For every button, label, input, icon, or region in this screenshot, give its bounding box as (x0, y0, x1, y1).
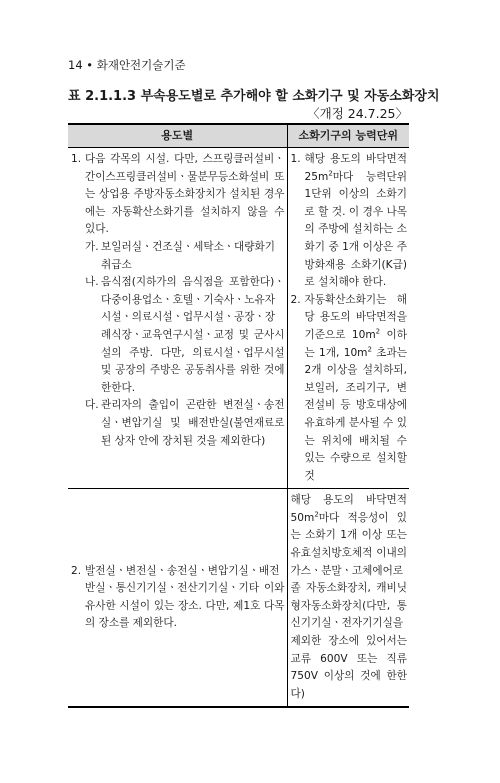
sub-item-b (85, 274, 285, 397)
item-text: 발전실ㆍ변전실ㆍ송전실ㆍ변압기실ㆍ배전반실ㆍ통신기기실ㆍ전산기기실ㆍ기타 이와 유사한 시설이 있는 장소. 다만, 제1호 다목의 장소를 제외한다. (85, 564, 285, 630)
table-row (68, 148, 409, 489)
text-part: 자동확산소화기는 해당 용도의 바닥면적을 기준으로 10m (304, 293, 407, 341)
sub-item-text: 음식점(지하가의 음식점을 포함한다)ㆍ다중이용업소ㆍ호텔ㆍ기숙사ㆍ노유자시설ㆍ의료시설ㆍ업무시설ㆍ공장ㆍ장례식장ㆍ교육연구시설ㆍ교정 및 군사시설의 주방. 다만, 의료시설ㆍ업무시설 및 공장의 주방은 공동취사를 위한 것에 한한다. (101, 276, 285, 394)
table-title: 표 2.1.1.3 부속용도별로 추가해야 할 소화기구 및 자동소화장치 (68, 89, 440, 104)
sub-item-c (85, 397, 285, 450)
text-part: 해당 용도의 바닥면적 50m (290, 494, 407, 524)
sub-item-marker: 다. (85, 399, 99, 412)
sub-item-marker: 나. (85, 276, 99, 289)
superscript: 2 (375, 327, 381, 336)
text-part: 마다 적응성이 있는 소화기 1개 이상 또는 유효설치방호체적 이내의 가스ㆍ분말ㆍ고체에어로졸 자동소화장치, 캐비닛형자동소화장치(다만, 통신기기실ㆍ전자기기실을 제외한 장소에 있어서는 교류 600V 또는 직류 750V 이상의 것에 한한다) (290, 511, 407, 700)
revision-note: 〈개정 24.7.25〉 (307, 106, 408, 121)
use-cell-2 (68, 489, 287, 708)
sub-item-marker: 가. (85, 240, 99, 253)
capacity-cell-1 (287, 148, 409, 489)
capacity-item-1 (291, 151, 408, 292)
fire-extinguisher-table (68, 123, 409, 708)
sub-item-text: 보일러실ㆍ건조실ㆍ세탁소ㆍ대량화기취급소 (101, 240, 275, 271)
item-text (305, 151, 408, 292)
item-marker: 1. (71, 153, 82, 165)
column-header-capacity: 소화기구의 능력단위 (287, 124, 409, 148)
capacity-cell-2 (287, 489, 409, 708)
running-header: 14 • 화재안전기술기준 (68, 58, 186, 72)
superscript: 2 (314, 510, 319, 519)
capacity-text (291, 492, 408, 703)
item-text: 다음 각목의 시설. 다만, 스프링클러설비ㆍ간이스프링클러설비ㆍ물분무등소화설비 또는 상업용 주방자동소화장치가 설치된 경우에는 자동확산소화기를 설치하지 않을 수 있다. (85, 153, 285, 236)
sub-item-text: 관리자의 출입이 곤란한 변전실ㆍ송전실ㆍ변압기실 및 배전반실(불연재료로된 상자 안에 장치된 것을 제외한다) (101, 399, 285, 447)
capacity-item-2 (291, 292, 408, 486)
item-marker: 1. (290, 153, 301, 165)
superscript: 2 (367, 345, 372, 353)
text-part: 초과는 2개 이상을 설치하되, 보일러, 조리기구, 변전설비 등 방호대상에 유효하게 분사될 수 있는 위치에 배치될 수 있는 수량으로 설치할 것 (304, 346, 408, 482)
item-text (305, 292, 408, 486)
text-part: 마다 능력단위 1단위 이상의 소화기로 할 것. 이 경우 나목의 주방에 설치하는 소화기 중 1개 이상은 주방화재용 소화기(K급)로 설치해야 한다. (304, 170, 407, 289)
item-marker: 2. (71, 564, 82, 577)
use-cell-1 (68, 148, 287, 489)
column-header-use: 용도별 (68, 124, 287, 148)
item-marker: 2. (290, 293, 301, 306)
use-item-1 (71, 151, 285, 239)
sub-item-a (85, 239, 285, 274)
text-part: 해당 용도의 바닥면적 25m (304, 153, 407, 183)
text-part: 이하는 1개, 10m (304, 328, 407, 359)
table-header-row (68, 124, 409, 148)
table-row (68, 489, 409, 708)
use-item-2 (71, 563, 285, 633)
superscript: 2 (328, 169, 333, 178)
